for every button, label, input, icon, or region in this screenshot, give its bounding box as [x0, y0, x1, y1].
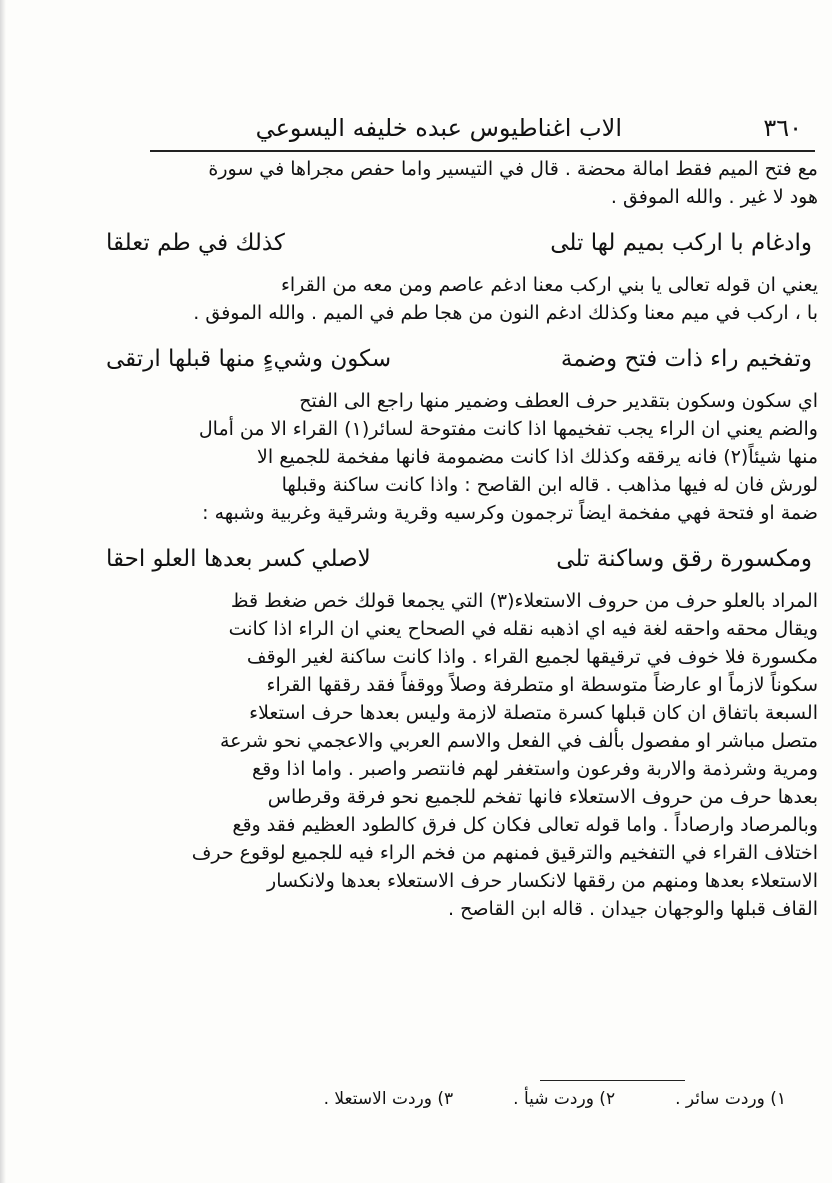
text-line: منها شيئاً(٢) فانه يرققه وكذلك اذا كانت مضمومة فانها مفخمة للجميع الا: [257, 446, 818, 468]
footnotes: [100, 1086, 800, 1112]
footnote-1: ١) وردت سائر .: [675, 1089, 786, 1109]
text-line: ويقال محقه واحقه لغة فيه اي اذهبه نقله في الصحاح يعني ان الراء اذا كانت: [228, 618, 818, 640]
footnote-3: ٣) وردت الاستعلا .: [323, 1089, 454, 1109]
verse-second-hemistich: سكون وشيءٍ منها قبلها ارتقى: [106, 346, 392, 372]
text-line: مكسورة فلا خوف في ترقيقها لجميع القراء . واذا كانت ساكنة لغير الوقف: [246, 646, 818, 668]
text-line: وبالمرصاد وارصاداً . واما قوله تعالى فكان كل فرق كالطود العظيم فقد وقع: [232, 814, 818, 836]
text-line: اي سكون وسكون بتقدير حرف العطف وضمير منها راجع الى الفتح: [299, 390, 818, 412]
verse-line: [100, 225, 818, 261]
footnote-2: ٢) وردت شيأ .: [513, 1089, 616, 1109]
text-line: سكوناً لازماً او عارضاً متوسطة او متطرفة وصلاً ووقفاً فقد رققها القراء: [266, 674, 818, 696]
text-line: ضمة او فتحة فهي مفخمة ايضاً ترجمون وكرسيه وقرية وشرقية وغربية وشبهه :: [202, 502, 818, 524]
page-number: ٣٦٠: [763, 114, 802, 142]
verse-line: [100, 541, 818, 577]
verse-first-hemistich: وادغام با اركب بميم لها تلى: [550, 230, 812, 256]
verse-second-hemistich: لاصلي كسر بعدها العلو احقا: [106, 546, 371, 572]
main-text: [100, 155, 818, 923]
text-line: والضم يعني ان الراء يجب تفخيمها اذا كانت مفتوحة لسائر(١) القراء الا من أمال: [198, 418, 818, 440]
verse-line: [100, 341, 818, 377]
verse-first-hemistich: وتفخيم راء ذات فتح وضمة: [560, 346, 812, 372]
header-rule: [150, 150, 815, 152]
verse-first-hemistich: ومكسورة رقق وساكنة تلى: [556, 546, 812, 572]
text-line: لورش فان له فيها مذاهب . قاله ابن القاصح : واذا كانت ساكنة وقبلها: [281, 474, 818, 496]
text-line: بعدها حرف من حروف الاستعلاء فانها تفخم للجميع نحو فرقة وقرطاس: [267, 786, 818, 808]
text-line: القاف قبلها والوجهان جيدان . قاله ابن القاصح .: [448, 898, 818, 920]
text-line: ومرية وشرذمة والاربة وفرعون واستغفر لهم فانتصر واصبر . واما اذا وقع: [251, 758, 818, 780]
verse-second-hemistich: كذلك في طم تعلقا: [106, 230, 285, 256]
text-line: السبعة باتفاق ان كان قبلها كسرة متصلة لازمة وليس بعدها حرف استعلاء: [249, 702, 818, 724]
footnote-rule: [540, 1080, 685, 1081]
running-title: الاب اغناطيوس عبده خليفه اليسوعي: [255, 114, 622, 142]
text-line: هود لا غير . والله الموفق .: [610, 186, 818, 208]
text-line: يعني ان قوله تعالى يا بني اركب معنا ادغم عاصم ومن معه من القراء: [280, 274, 818, 296]
scan-edge-shadow: [0, 0, 6, 1183]
page-header: [100, 112, 812, 152]
text-line: اختلاف القراء في التفخيم والترقيق فمنهم من فخم الراء فيه للجميع لوقوع حرف: [191, 842, 818, 864]
text-line: متصل مباشر او مفصول بألف في الفعل والاسم العربي والاعجمي نحو شرعة: [219, 730, 818, 752]
text-line: الاستعلاء بعدها ومنهم من رققها لانكسار حرف الاستعلاء بعدها ولانكسار: [267, 870, 818, 892]
text-line: مع فتح الميم فقط امالة محضة . قال في التيسير واما حفص مجراها في سورة: [208, 158, 818, 180]
text-line: المراد بالعلو حرف من حروف الاستعلاء(٣) التي يجمعا قولك خص ضغط قظ: [230, 590, 818, 612]
text-line: با ، اركب في ميم معنا وكذلك ادغم النون من هجا طم في الميم . والله الموفق .: [193, 302, 818, 324]
